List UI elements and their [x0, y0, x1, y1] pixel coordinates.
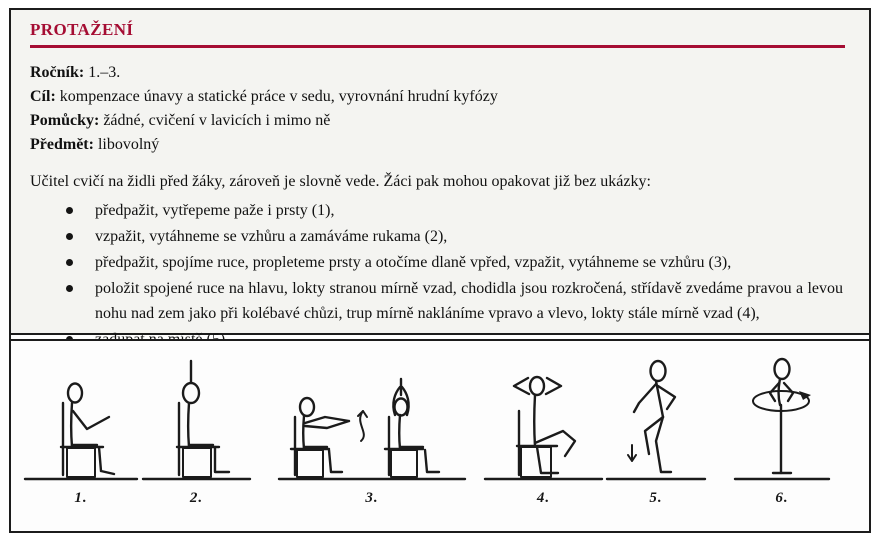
figure-3 — [277, 355, 467, 507]
figure-number: 3. — [365, 490, 379, 506]
figure-number: 2. — [189, 490, 204, 506]
figure-1 — [21, 355, 141, 507]
list-item-3: předpažit, spojíme ruce, propleteme prsty a otočíme dlaně vpřed, vzpažit, vytáhneme se vzhůru (3), — [30, 250, 845, 275]
meta-value: libovolný — [97, 136, 160, 153]
worksheet — [9, 8, 871, 533]
title-underline — [30, 45, 845, 48]
meta-line-pomucky — [30, 109, 845, 133]
list-item-4: položit spojené ruce na hlavu, lokty stranou mírně vzad, chodidla jsou rozkročená, střídavě zvedáme pravou a levou nohu nad zem jako při kolébavé chůzi, trup mírně nakláníme vpravo a vlevo, lokty stále mírně vzad (4), — [30, 276, 845, 326]
meta-line-cil — [30, 85, 845, 109]
meta-label: Pomůcky: — [30, 112, 100, 129]
seated-hands-on-head-leg-lift-figure-icon — [481, 355, 606, 485]
figure-4 — [481, 355, 606, 507]
text-panel — [11, 10, 869, 335]
figure-number: 6. — [775, 490, 789, 506]
figure-5 — [601, 355, 711, 507]
meta-label: Předmět: — [30, 136, 94, 153]
standing-stomping-figure-icon — [601, 355, 711, 485]
meta-value: žádné, cvičení v lavicích i mimo ně — [103, 112, 331, 129]
meta-value: 1.–3. — [88, 64, 121, 81]
meta-label: Ročník: — [30, 64, 85, 81]
meta-label: Cíl: — [30, 88, 56, 105]
meta-value: kompenzace únavy a statické práce v sedu, vyrovnání hrudní kyfózy — [59, 88, 498, 105]
figure-number: 4. — [536, 490, 551, 506]
intro-paragraph: Učitel cvičí na židli před žáky, zároveň je slovně vede. Žáci pak mohou opakovat již bez ukázky: — [30, 173, 651, 190]
figure-2 — [139, 355, 254, 507]
page-title: PROTAŽENÍ — [30, 20, 134, 39]
seated-arms-raised-figure-icon — [139, 355, 254, 485]
figure-6 — [727, 355, 837, 507]
standing-double-turn-figure-icon — [727, 355, 837, 485]
figure-number: 1. — [74, 490, 88, 506]
list-item-2: vzpažit, vytáhneme se vzhůru a zamáváme rukama (2), — [30, 224, 845, 249]
figures-panel — [11, 339, 869, 531]
meta-line-predmet — [30, 133, 845, 157]
meta-line-rocnik — [30, 61, 845, 85]
seated-arm-shake-figure-icon — [21, 355, 141, 485]
seated-clasped-hands-forward-then-up-figure-icon — [277, 355, 467, 485]
figure-number: 5. — [649, 490, 663, 506]
list-item-1: předpažit, vytřepeme paže i prsty (1), — [30, 198, 845, 223]
